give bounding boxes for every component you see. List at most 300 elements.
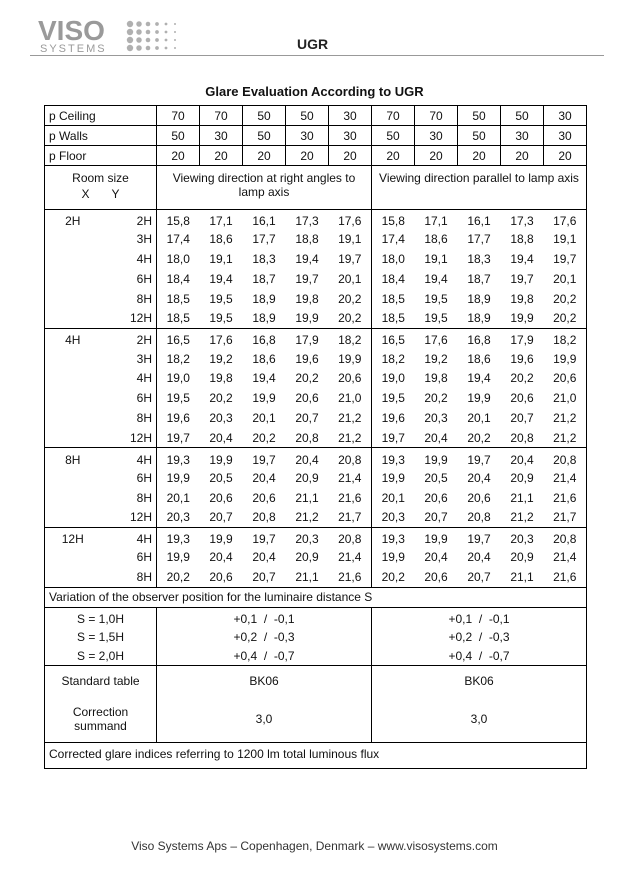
reflectance-value: 30 [544,106,587,126]
y-axis-label: Y [111,187,120,201]
room-size-y: 6H [101,269,157,289]
ugr-value-parallel: 21,2 [501,507,544,527]
ugr-value-parallel: 21,1 [510,490,534,505]
ugr-value-right-angles: 18,5 [166,291,190,306]
room-size-x: 2H [45,210,101,230]
ugr-value-parallel: 15,8 [372,210,415,230]
ugr-value-parallel: 19,7 [458,527,501,547]
ugr-value-parallel: 21,2 [544,408,587,428]
ugr-value-right-angles: 19,3 [157,527,200,547]
variation-value-right-angles: +0,2 / -0,3 [157,627,372,647]
ugr-value-parallel: 20,4 [467,550,491,565]
room-size-y: 12H [101,428,157,448]
ugr-value-right-angles: 18,3 [252,252,276,267]
ugr-value-right-angles: 20,4 [252,550,276,565]
ugr-value-parallel: 19,6 [510,351,534,366]
table-row [45,309,587,329]
logo-dot [174,39,176,41]
table-row [45,547,587,567]
room-size-x [45,408,101,428]
ugr-value-parallel: 20,7 [510,410,534,425]
page-footer: Viso Systems Aps – Copenhagen, Denmark – www.visosystems.com [131,839,498,853]
ugr-value-right-angles: 20,7 [243,567,286,587]
reflectance-value: 20 [200,146,243,166]
room-size-x [45,567,101,587]
ugr-value-parallel: 16,1 [458,210,501,230]
logo-dot [155,38,159,42]
logo-dot [146,46,151,51]
ugr-value-parallel: 19,5 [415,309,458,329]
ugr-value-parallel: 19,7 [544,249,587,269]
room-size-label: Room size [72,171,129,185]
ugr-table [44,105,587,769]
ugr-value-right-angles: 20,7 [295,410,319,425]
ugr-value-right-angles: 18,2 [166,351,190,366]
ugr-value-right-angles: 19,9 [200,448,243,468]
ugr-value-parallel: 20,8 [544,448,587,468]
variation-label: S = 1,0H [45,607,157,627]
ugr-value-parallel: 19,5 [424,291,448,306]
ugr-value-right-angles: 20,7 [200,507,243,527]
ugr-value-right-angles: 16,5 [157,329,200,349]
reflectance-value: 50 [243,126,286,146]
ugr-value-parallel: 20,5 [424,470,448,485]
room-size-y: 4H [101,249,157,269]
correction-right-angles: 3,0 [157,696,372,743]
header-title: UGR [297,36,329,52]
variation-value-parallel: +0,4 / -0,7 [372,646,587,666]
ugr-value-right-angles: 19,7 [243,527,286,547]
logo-dot [127,45,133,51]
ugr-value-parallel: 19,7 [510,271,534,286]
ugr-value-right-angles: 19,5 [209,291,233,306]
ugr-value-right-angles: 20,8 [243,507,286,527]
ugr-value-parallel: 20,2 [544,309,587,329]
logo-dot [155,22,159,26]
room-size-header-row [45,166,587,210]
logo-dot [165,47,168,50]
room-size-y: 8H [101,289,157,309]
reflectance-value: 30 [544,126,587,146]
ugr-value-right-angles: 20,1 [252,410,276,425]
logo-dot-grid [127,21,176,51]
reflectance-value: 30 [200,126,243,146]
ugr-value-parallel: 19,9 [372,547,415,567]
room-size-y: 12H [101,309,157,329]
viewing-direction-right-angles: Viewing direction at right angles to lamp axis [157,166,372,210]
reflectance-value: 20 [329,146,372,166]
ugr-value-right-angles: 19,5 [200,309,243,329]
ugr-value-parallel: 18,6 [424,232,448,247]
ugr-value-parallel: 20,4 [415,428,458,448]
ugr-value-right-angles: 19,0 [166,371,190,386]
ugr-value-right-angles: 20,6 [200,567,243,587]
room-size-y: 6H [101,388,157,408]
reflectance-label-floor: p Floor [45,146,157,166]
reflectance-value: 20 [372,146,415,166]
ugr-value-right-angles: 21,4 [338,550,362,565]
ugr-value-parallel: 17,6 [415,329,458,349]
reflectance-value: 50 [286,106,329,126]
ugr-value-parallel: 19,9 [415,448,458,468]
ugr-value-right-angles: 17,1 [200,210,243,230]
ugr-value-right-angles: 21,6 [329,567,372,587]
ugr-value-parallel: 20,9 [510,550,534,565]
room-size-x [45,468,101,488]
reflectance-value: 70 [372,106,415,126]
ugr-value-parallel: 19,9 [501,309,544,329]
ugr-value-parallel: 20,1 [372,488,415,508]
ugr-value-parallel: 17,4 [372,230,415,250]
ugr-value-right-angles: 20,2 [329,309,372,329]
reflectance-value: 70 [200,106,243,126]
ugr-value-parallel: 20,1 [467,410,491,425]
ugr-value-right-angles: 17,9 [286,329,329,349]
room-size-y: 4H [101,527,157,547]
ugr-value-parallel: 18,5 [372,289,415,309]
ugr-value-right-angles: 19,3 [157,448,200,468]
ugr-value-parallel: 20,8 [501,428,544,448]
ugr-value-right-angles: 21,0 [338,391,362,406]
logo-dot [165,23,168,26]
ugr-value-right-angles: 20,9 [295,550,319,565]
ugr-value-right-angles: 20,3 [209,410,233,425]
room-size-y: 6H [101,547,157,567]
reflectance-value: 30 [329,126,372,146]
variation-title: Variation of the observer position for the luminaire distance S [45,587,587,607]
ugr-value-parallel: 21,1 [501,567,544,587]
ugr-value-parallel: 18,9 [458,309,501,329]
ugr-value-parallel: 20,4 [424,550,448,565]
table-row [45,249,587,269]
ugr-value-parallel: 18,2 [544,329,587,349]
ugr-value-parallel: 18,6 [467,351,491,366]
room-size-x [45,388,101,408]
ugr-value-parallel: 21,6 [544,567,587,587]
ugr-value-parallel: 20,2 [510,371,534,386]
ugr-value-right-angles: 21,2 [338,410,362,425]
ugr-value-right-angles: 20,2 [295,371,319,386]
ugr-value-right-angles: 19,7 [338,252,362,267]
ugr-value-parallel: 19,8 [424,371,448,386]
ugr-value-right-angles: 21,1 [295,490,319,505]
room-size-x: 12H [45,527,101,547]
reflectance-value: 20 [157,146,200,166]
ugr-value-right-angles: 20,1 [338,271,362,286]
ugr-value-right-angles: 17,3 [286,210,329,230]
ugr-value-parallel: 19,7 [372,428,415,448]
variation-row [45,607,587,627]
reflectance-value: 50 [243,106,286,126]
ugr-value-parallel: 20,6 [424,490,448,505]
logo-dot [174,47,176,49]
ugr-value-parallel: 16,8 [458,329,501,349]
ugr-value-right-angles: 18,5 [157,309,200,329]
ugr-value-right-angles: 19,6 [295,351,319,366]
reflectance-value: 20 [286,146,329,166]
ugr-value-right-angles: 20,2 [243,428,286,448]
room-size-y: 3H [101,230,157,250]
reflectance-value: 50 [458,106,501,126]
ugr-value-parallel: 19,9 [467,391,491,406]
ugr-value-parallel: 19,1 [424,252,448,267]
ugr-value-right-angles: 21,2 [329,428,372,448]
ugr-value-parallel: 19,3 [372,527,415,547]
ugr-value-right-angles: 20,4 [286,448,329,468]
logo-dot [174,31,176,33]
ugr-value-parallel: 18,0 [372,249,415,269]
document-title: Glare Evaluation According to UGR [205,84,424,99]
logo-text-top: VISO [38,16,105,46]
ugr-value-parallel: 20,8 [544,527,587,547]
variation-value-right-angles: +0,4 / -0,7 [157,646,372,666]
reflectance-label-walls: p Walls [45,126,157,146]
standard-table-parallel: BK06 [372,666,587,696]
ugr-value-parallel: 19,9 [415,527,458,547]
ugr-value-parallel: 18,8 [510,232,534,247]
ugr-value-parallel: 19,2 [424,351,448,366]
ugr-value-right-angles: 18,8 [295,232,319,247]
ugr-value-parallel: 17,7 [467,232,491,247]
ugr-value-right-angles: 15,8 [157,210,200,230]
logo-dot [165,39,168,42]
ugr-value-parallel: 19,4 [467,371,491,386]
ugr-value-right-angles: 20,1 [166,490,190,505]
ugr-value-parallel: 19,6 [372,408,415,428]
variation-value-parallel: +0,1 / -0,1 [372,607,587,627]
table-row [45,388,587,408]
ugr-value-right-angles: 18,2 [329,329,372,349]
ugr-value-parallel: 20,6 [510,391,534,406]
ugr-value-right-angles: 21,1 [286,567,329,587]
ugr-value-parallel: 19,9 [372,468,415,488]
ugr-value-parallel: 16,5 [372,329,415,349]
room-size-x [45,309,101,329]
ugr-value-parallel: 20,2 [544,289,587,309]
room-size-x [45,349,101,369]
ugr-value-parallel: 18,4 [372,269,415,289]
ugr-value-right-angles: 18,6 [252,351,276,366]
logo-dot [127,37,133,43]
ugr-value-right-angles: 19,8 [295,291,319,306]
ugr-value-parallel: 17,6 [544,210,587,230]
logo-dot [127,29,133,35]
ugr-value-right-angles: 19,9 [200,527,243,547]
ugr-value-parallel: 18,2 [372,349,415,369]
reflectance-value: 50 [372,126,415,146]
ugr-value-right-angles: 17,4 [166,232,190,247]
room-size-x [45,249,101,269]
ugr-value-right-angles: 20,4 [209,550,233,565]
ugr-value-right-angles: 20,6 [209,490,233,505]
room-size-x [45,368,101,388]
ugr-value-parallel: 19,4 [424,271,448,286]
table-note: Corrected glare indices referring to 1200 lm total luminous flux [45,743,587,769]
ugr-value-parallel: 21,2 [544,428,587,448]
ugr-value-right-angles: 18,4 [166,271,190,286]
correction-row [45,696,587,743]
ugr-value-parallel: 20,1 [544,269,587,289]
ugr-value-parallel: 20,3 [372,507,415,527]
ugr-value-right-angles: 19,7 [243,448,286,468]
ugr-value-parallel: 20,9 [510,470,534,485]
room-size-y: 3H [101,349,157,369]
ugr-value-parallel: 17,3 [501,210,544,230]
ugr-value-parallel: 19,3 [372,448,415,468]
ugr-value-right-angles: 18,7 [252,271,276,286]
variation-value-right-angles: +0,1 / -0,1 [157,607,372,627]
room-axis-labels [48,187,153,201]
viewing-direction-parallel: Viewing direction parallel to lamp axis [372,166,587,210]
logo-dot [174,23,176,25]
logo-dot [136,37,142,43]
room-size-y: 2H [101,329,157,349]
ugr-value-right-angles: 19,1 [209,252,233,267]
ugr-value-parallel: 21,4 [544,547,587,567]
table-row [45,349,587,369]
ugr-value-parallel: 20,6 [415,567,458,587]
ugr-value-right-angles: 19,9 [166,550,190,565]
ugr-value-parallel: 19,0 [372,368,415,388]
table-row [45,507,587,527]
ugr-value-right-angles: 20,9 [295,470,319,485]
ugr-value-right-angles: 20,8 [329,527,372,547]
ugr-value-parallel: 17,1 [415,210,458,230]
ugr-value-right-angles: 19,9 [286,309,329,329]
reflectance-value: 20 [544,146,587,166]
room-size-x [45,269,101,289]
ugr-value-parallel: 20,7 [458,567,501,587]
logo-dot [155,46,159,50]
ugr-value-parallel: 20,2 [372,567,415,587]
ugr-value-right-angles: 19,4 [252,371,276,386]
logo-dot [155,30,159,34]
room-size-x: 4H [45,329,101,349]
logo-dot [136,21,142,27]
ugr-value-parallel: 20,6 [467,490,491,505]
table-row [45,368,587,388]
ugr-value-parallel: 20,7 [415,507,458,527]
ugr-value-parallel: 21,0 [544,388,587,408]
ugr-value-right-angles: 20,2 [338,291,362,306]
ugr-value-parallel: 20,4 [467,470,491,485]
ugr-value-parallel: 17,9 [501,329,544,349]
room-size-y: 8H [101,567,157,587]
ugr-value-right-angles: 19,9 [338,351,362,366]
reflectance-row-floor [45,146,587,166]
ugr-value-parallel: 21,6 [544,488,587,508]
ugr-value-parallel: 20,6 [544,368,587,388]
table-row [45,329,587,349]
variation-row [45,646,587,666]
reflectance-value: 50 [458,126,501,146]
ugr-value-parallel: 18,5 [372,309,415,329]
room-size-x [45,428,101,448]
ugr-value-parallel: 19,7 [458,448,501,468]
table-row [45,488,587,508]
reflectance-value: 70 [157,106,200,126]
ugr-value-right-angles: 18,6 [209,232,233,247]
variation-row [45,627,587,647]
table-row [45,289,587,309]
logo-dot [165,31,168,34]
logo-dot [146,30,151,35]
ugr-value-right-angles: 19,8 [209,371,233,386]
logo-dot [146,38,151,43]
ugr-value-right-angles: 18,0 [166,252,190,267]
table-row [45,527,587,547]
ugr-value-right-angles: 16,1 [243,210,286,230]
table-row [45,468,587,488]
room-size-x [45,547,101,567]
reflectance-value: 70 [415,106,458,126]
ugr-value-right-angles: 19,4 [295,252,319,267]
variation-value-parallel: +0,2 / -0,3 [372,627,587,647]
ugr-value-right-angles: 21,7 [329,507,372,527]
ugr-value-right-angles: 19,6 [166,410,190,425]
ugr-value-parallel: 21,7 [544,507,587,527]
ugr-value-right-angles: 19,1 [338,232,362,247]
ugr-value-right-angles: 20,3 [157,507,200,527]
room-size-x [45,488,101,508]
note-row [45,743,587,769]
room-size-y: 12H [101,507,157,527]
correction-parallel: 3,0 [372,696,587,743]
reflectance-row-walls [45,126,587,146]
ugr-value-parallel: 20,3 [501,527,544,547]
ugr-value-parallel: 19,4 [510,252,534,267]
table-row [45,428,587,448]
ugr-value-right-angles: 21,4 [338,470,362,485]
ugr-value-right-angles: 18,9 [243,309,286,329]
ugr-value-parallel: 18,9 [467,291,491,306]
variation-label: S = 1,5H [45,627,157,647]
reflectance-value: 50 [501,106,544,126]
room-size-x: 8H [45,448,101,468]
logo-dot [136,45,142,51]
variation-title-row [45,587,587,607]
ugr-value-right-angles: 19,5 [166,391,190,406]
ugr-value-parallel: 19,8 [510,291,534,306]
ugr-value-right-angles: 20,4 [200,428,243,448]
logo-dot [146,22,151,27]
ugr-value-right-angles: 20,8 [329,448,372,468]
room-size-y: 8H [101,408,157,428]
ugr-value-parallel: 19,1 [544,230,587,250]
reflectance-value: 20 [243,146,286,166]
reflectance-value: 20 [458,146,501,166]
ugr-value-right-angles: 18,9 [252,291,276,306]
ugr-value-right-angles: 19,7 [295,271,319,286]
reflectance-value: 30 [329,106,372,126]
ugr-value-right-angles: 20,4 [252,470,276,485]
room-size-x [45,230,101,250]
room-size-y: 4H [101,448,157,468]
ugr-value-right-angles: 19,9 [166,470,190,485]
ugr-value-right-angles: 20,2 [157,567,200,587]
reflectance-value: 30 [415,126,458,146]
table-row [45,230,587,250]
ugr-value-parallel: 20,8 [458,507,501,527]
ugr-value-right-angles: 20,6 [252,490,276,505]
ugr-value-right-angles: 19,4 [209,271,233,286]
variation-label: S = 2,0H [45,646,157,666]
ugr-value-right-angles: 20,6 [295,391,319,406]
ugr-value-parallel: 20,2 [424,391,448,406]
logo-dot [136,29,142,35]
ugr-value-right-angles: 16,8 [243,329,286,349]
ugr-value-right-angles: 20,6 [338,371,362,386]
